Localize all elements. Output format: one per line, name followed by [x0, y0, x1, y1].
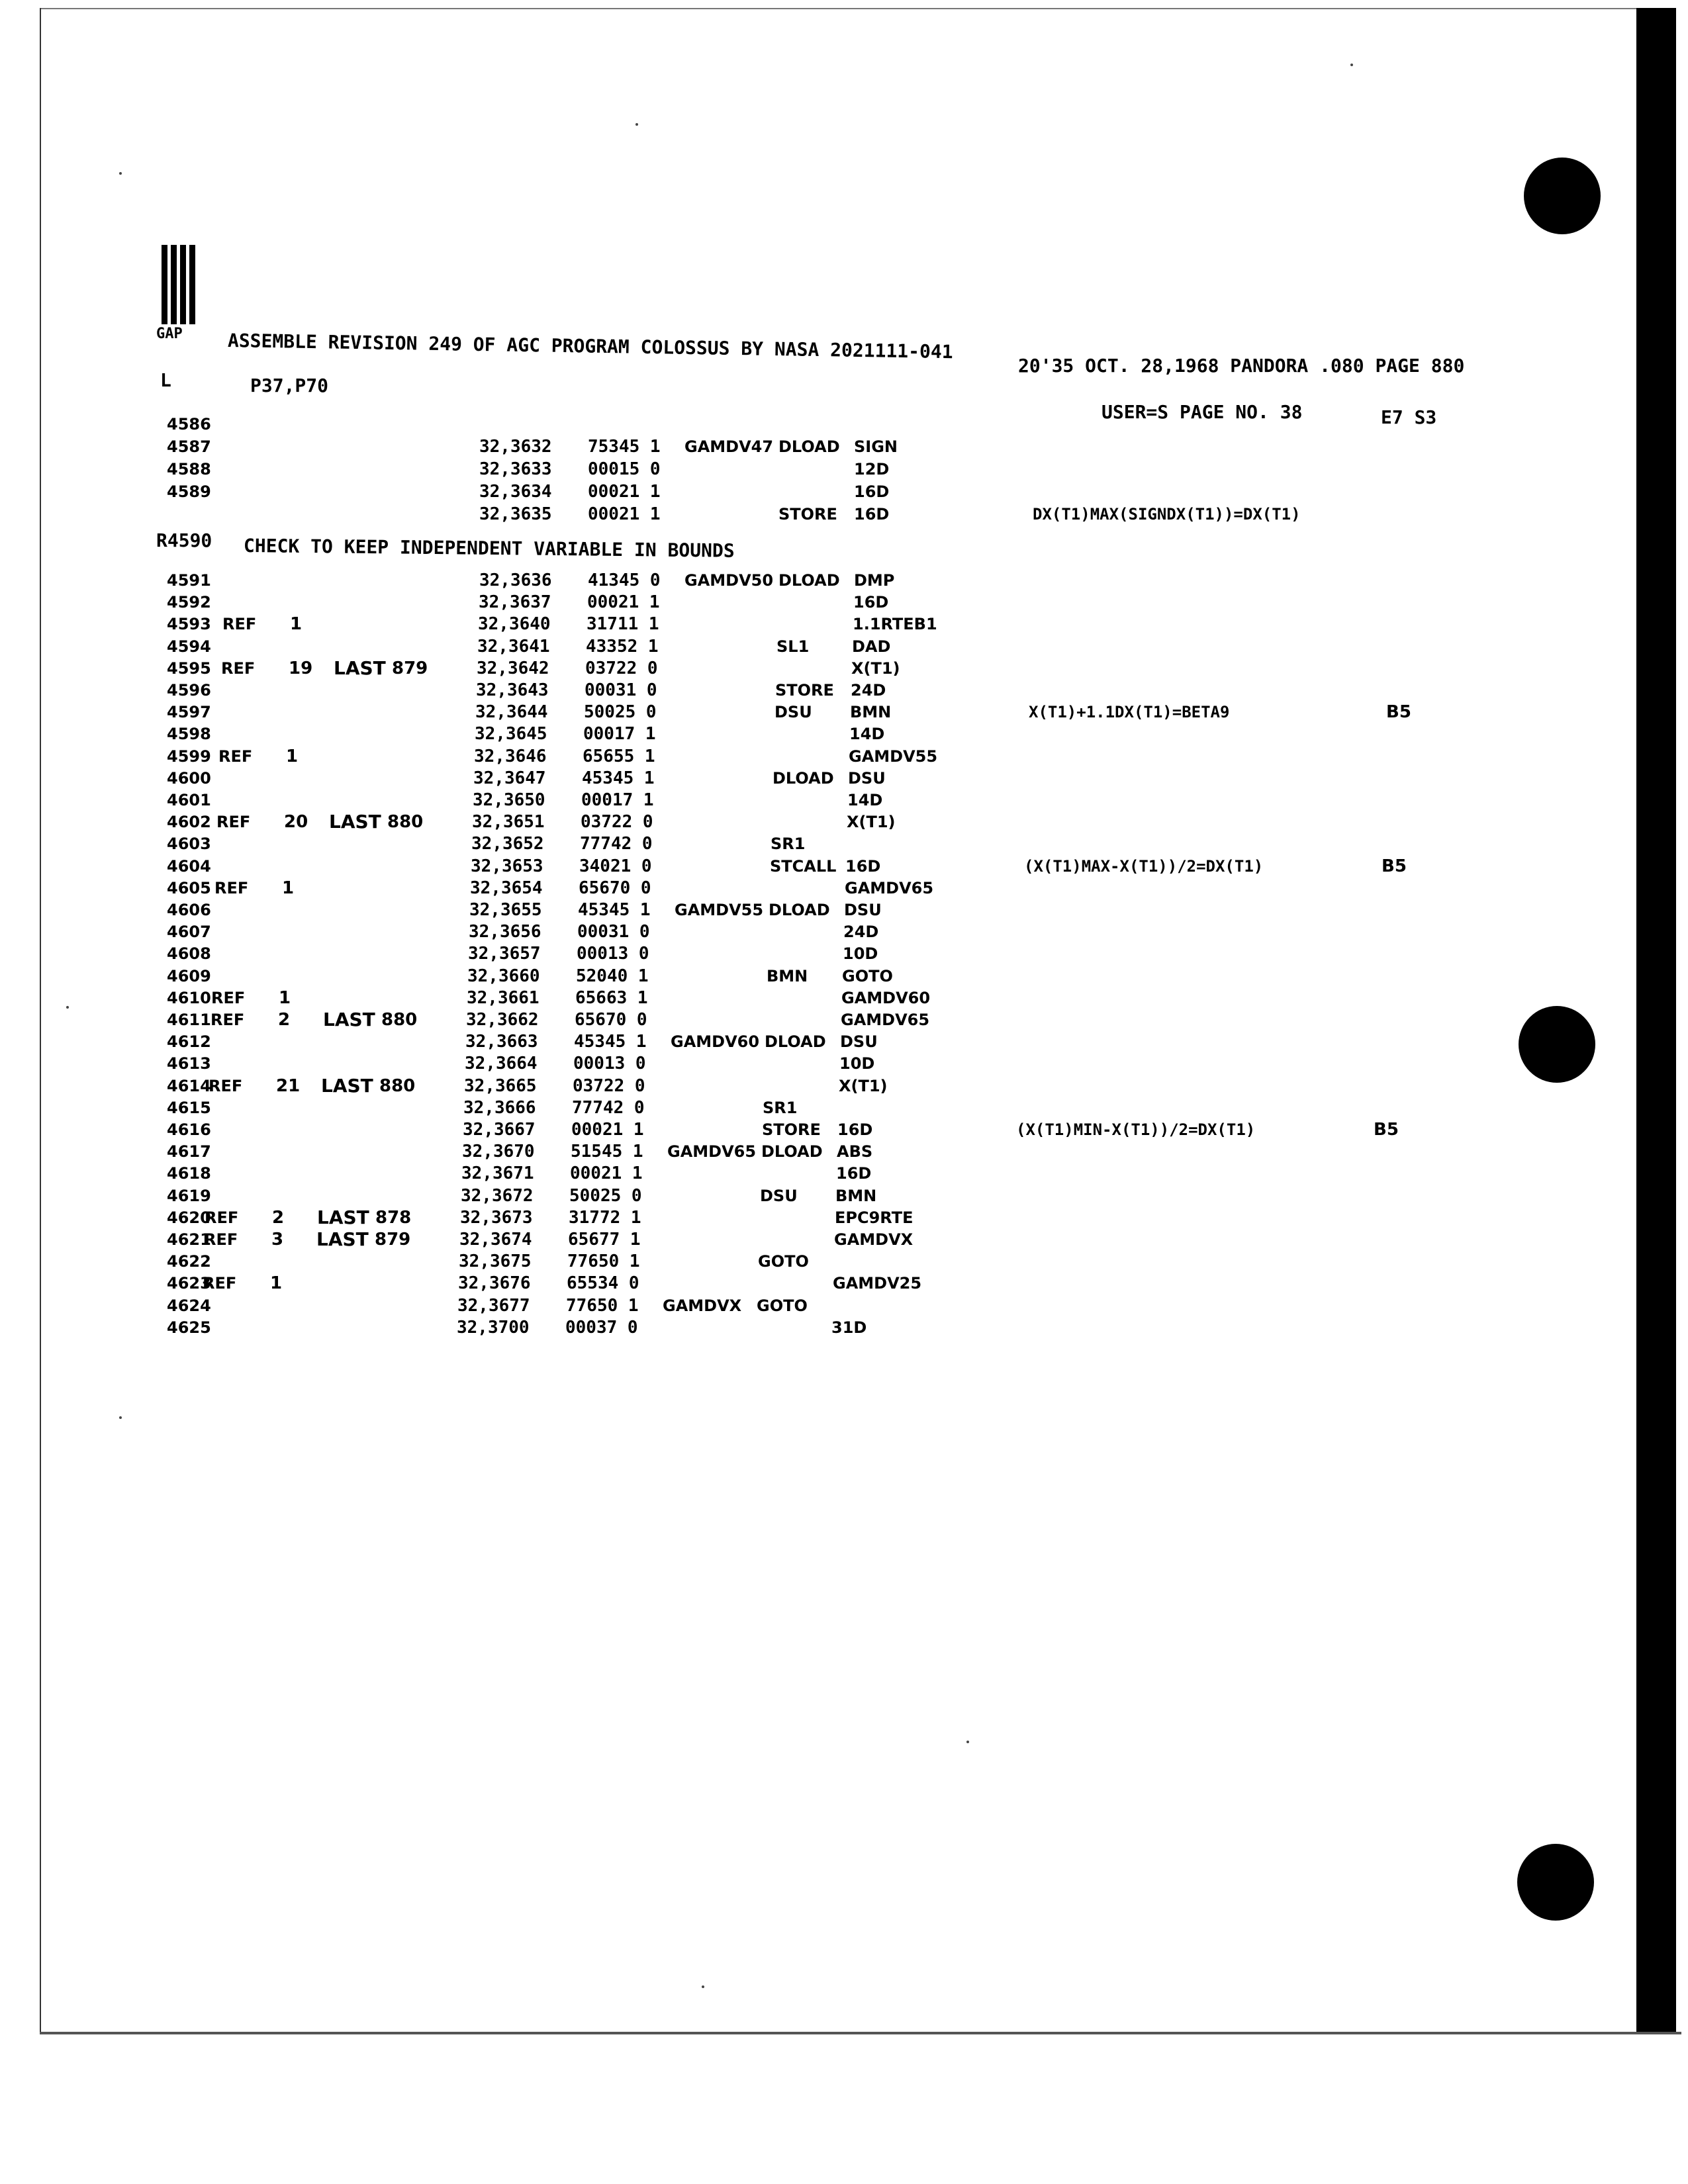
listing-operand: DSU — [840, 1032, 878, 1052]
listing-operand: DSU — [848, 768, 886, 788]
listing-operand: 24D — [851, 681, 886, 700]
listing-last: LAST — [323, 1009, 375, 1030]
listing-operand: ABS — [837, 1142, 873, 1161]
listing-addr: 32,3656 — [469, 922, 541, 942]
listing-addr: 32,3647 — [473, 768, 546, 788]
right-edge-band — [1636, 8, 1676, 2033]
listing-word: 31711 1 — [586, 614, 659, 635]
listing-addr: 32,3663 — [465, 1032, 538, 1052]
listing-label: GAMDV65 — [667, 1142, 757, 1161]
listing-op: BMN — [767, 966, 808, 985]
listing-operand: 16D — [836, 1164, 872, 1183]
listing-addr: 32,3673 — [460, 1207, 533, 1228]
listing-last: LAST — [334, 657, 386, 679]
listing-lastn: 879 — [375, 1230, 411, 1250]
listing-word: 00013 0 — [573, 1054, 646, 1074]
listing-word: 00021 1 — [587, 592, 660, 613]
listing-op: SR1 — [771, 835, 806, 854]
listing-word: 03722 0 — [581, 812, 653, 833]
listing-operand: 14D — [849, 725, 885, 744]
top-border — [41, 8, 1643, 9]
listing-ref: REF — [209, 1076, 243, 1095]
listing-op: DLOAD — [778, 571, 840, 590]
listing-addr: 32,3642 — [477, 658, 549, 678]
listing-operand: BMN — [835, 1186, 877, 1205]
listing-word: 77650 1 — [567, 1251, 640, 1272]
listing-line: 4589 — [167, 482, 211, 501]
listing-line: 4593 — [167, 615, 211, 634]
listing-operand: 16D — [854, 505, 890, 523]
listing-refn: 2 — [278, 1010, 291, 1030]
listing-addr: 32,3650 — [473, 790, 545, 810]
listing-addr: 32,3651 — [472, 812, 545, 833]
listing-line: 4586 — [167, 415, 211, 433]
punch-hole-bottom — [1517, 1844, 1594, 1921]
comment-line-label: R4590 — [156, 529, 212, 551]
listing-refn: 1 — [279, 987, 291, 1008]
listing-addr: 32,3671 — [461, 1163, 534, 1184]
listing-word: 65677 1 — [568, 1230, 641, 1250]
listing-line: 4610 — [167, 988, 211, 1007]
listing-note: (X(T1)MIN-X(T1))/2=DX(T1) — [1016, 1120, 1256, 1139]
listing-refn: 2 — [272, 1207, 285, 1228]
listing-addr: 32,3670 — [462, 1142, 535, 1162]
listing-line: 4600 — [167, 768, 211, 788]
listing-line: 4595 — [167, 659, 211, 678]
listing-line: 4620 — [167, 1208, 211, 1227]
listing-line: 4594 — [167, 637, 211, 656]
listing-line: 4592 — [167, 593, 211, 612]
listing-line: 4587 — [167, 437, 211, 456]
listing-word: 00021 1 — [588, 504, 661, 524]
listing-word: 52040 1 — [576, 966, 649, 986]
listing-line: 4619 — [167, 1186, 211, 1205]
listing-line: 4599 — [167, 747, 211, 766]
listing-operand: 16D — [853, 593, 889, 612]
listing-word: 00017 1 — [581, 790, 654, 810]
listing-lastn: 879 — [392, 658, 428, 678]
listing-note: (X(T1)MAX-X(T1))/2=DX(T1) — [1024, 856, 1264, 876]
listing-refn: 1 — [290, 614, 303, 635]
listing-word: 00021 1 — [588, 482, 661, 502]
listing-label: GAMDV50 — [684, 571, 774, 590]
listing-note: X(T1)+1.1DX(T1)=BETA9 — [1029, 703, 1230, 722]
listing-tag: B5 — [1374, 1120, 1399, 1140]
listing-operand: 16D — [854, 482, 890, 501]
listing-label: GAMDVX — [663, 1296, 742, 1315]
listing-ref: REF — [211, 1011, 245, 1029]
listing-addr: 32,3654 — [470, 878, 543, 898]
listing-addr: 32,3643 — [476, 680, 549, 700]
listing-operand: X(T1) — [847, 813, 896, 832]
listing-last: LAST — [316, 1228, 369, 1250]
listing-word: 00013 0 — [577, 944, 649, 964]
header-marker: L — [160, 369, 171, 391]
comment-line-text: CHECK TO KEEP INDEPENDENT VARIABLE IN BOUNDS — [243, 535, 735, 562]
listing-line: 4604 — [167, 856, 211, 876]
listing-word: 00031 0 — [585, 680, 657, 700]
listing-label: GAMDV60 — [671, 1032, 760, 1052]
listing-operand: 31D — [831, 1318, 867, 1337]
listing-word: 65534 0 — [567, 1273, 639, 1294]
listing-addr: 32,3635 — [479, 504, 552, 524]
listing-ref: REF — [222, 615, 257, 634]
listing-line: 4621 — [167, 1230, 211, 1249]
listing-line: 4616 — [167, 1120, 211, 1139]
listing-line: 4601 — [167, 791, 211, 809]
header-date-page: 20'35 OCT. 28,1968 PANDORA .080 PAGE 880 — [1018, 355, 1465, 377]
listing-ref: REF — [203, 1274, 237, 1293]
listing-addr: 32,3662 — [466, 1010, 539, 1030]
listing-refn: 1 — [286, 746, 299, 766]
listing-word: 00017 1 — [583, 724, 656, 745]
listing-word: 45345 1 — [574, 1032, 647, 1052]
listing-op: STORE — [778, 505, 837, 523]
listing-addr: 32,3700 — [457, 1317, 530, 1338]
listing-addr: 32,3677 — [457, 1295, 530, 1316]
left-border — [40, 8, 41, 2033]
listing-line: 4605 — [167, 878, 211, 897]
listing-addr: 32,3655 — [469, 900, 542, 920]
listing-operand: X(T1) — [839, 1076, 888, 1095]
listing-word: 45345 1 — [578, 900, 651, 920]
listing-op: STORE — [775, 681, 834, 700]
listing-addr: 32,3637 — [479, 592, 551, 613]
listing-operand: DAD — [852, 637, 891, 656]
listing-last: LAST — [317, 1206, 369, 1228]
listing-operand: 10D — [839, 1054, 875, 1073]
listing-line: 4613 — [167, 1054, 211, 1073]
listing-ref: REF — [211, 988, 246, 1007]
listing-refn: 19 — [289, 658, 313, 678]
listing-op: GOTO — [758, 1252, 809, 1271]
listing-word: 50025 0 — [584, 702, 657, 723]
listing-operand: DSU — [844, 901, 882, 919]
listing-ref: REF — [221, 659, 256, 678]
listing-operand: SIGN — [854, 437, 898, 456]
listing-op: DLOAD — [769, 901, 830, 919]
listing-addr: 32,3657 — [468, 944, 541, 964]
listing-line: 4622 — [167, 1252, 211, 1271]
listing-addr: 32,3676 — [458, 1273, 531, 1294]
listing-addr: 32,3641 — [477, 636, 550, 657]
header-user-page: USER=S PAGE NO. 38 — [1102, 401, 1303, 423]
listing-operand: GAMDV25 — [833, 1274, 922, 1293]
header-code: E7 S3 — [1381, 406, 1437, 428]
listing-op: GOTO — [757, 1296, 808, 1315]
listing-operand: 16D — [845, 856, 881, 876]
listing-operand: GAMDV65 — [845, 878, 934, 897]
listing-op: STORE — [762, 1120, 821, 1139]
listing-word: 00037 0 — [565, 1317, 638, 1338]
bottom-border — [40, 2032, 1681, 2034]
listing-operand: GOTO — [842, 966, 893, 985]
listing-word: 00015 0 — [588, 459, 661, 479]
listing-word: 77650 1 — [566, 1295, 639, 1316]
listing-op: DSU — [760, 1186, 798, 1205]
listing-operand: GAMDV65 — [841, 1011, 930, 1029]
listing-addr: 32,3653 — [471, 856, 543, 876]
listing-word: 45345 1 — [582, 768, 655, 788]
listing-ref: REF — [218, 747, 253, 766]
listing-addr: 32,3667 — [463, 1120, 536, 1140]
listing-line: 4611 — [167, 1011, 211, 1029]
listing-lastn: 880 — [381, 1010, 418, 1030]
listing-addr: 32,3632 — [479, 437, 552, 457]
listing-word: 34021 0 — [579, 856, 652, 876]
listing-ref: REF — [214, 878, 249, 897]
listing-addr: 32,3675 — [459, 1251, 532, 1272]
listing-operand: EPC9RTE — [835, 1208, 914, 1227]
listing-addr: 32,3672 — [461, 1185, 534, 1206]
listing-line: 4607 — [167, 923, 211, 942]
listing-operand: 16D — [837, 1120, 873, 1139]
listing-addr: 32,3645 — [475, 724, 547, 745]
listing-line: 4602 — [167, 813, 211, 832]
header-program: P37,P70 — [250, 375, 329, 396]
listing-word: 51545 1 — [571, 1142, 643, 1162]
listing-lastn: 880 — [387, 812, 424, 833]
listing-word: 65670 0 — [575, 1010, 647, 1030]
listing-addr: 32,3633 — [479, 459, 552, 479]
header-stamp: GAP — [156, 326, 183, 342]
listing-line: 4606 — [167, 901, 211, 919]
listing-word: 43352 1 — [586, 636, 659, 657]
listing-refn: 3 — [271, 1230, 284, 1250]
listing-line: 4598 — [167, 725, 211, 744]
listing-refn: 1 — [270, 1273, 283, 1294]
listing-operand: BMN — [850, 703, 892, 722]
listing-addr: 32,3636 — [479, 570, 552, 590]
listing-addr: 32,3664 — [465, 1054, 538, 1074]
listing-addr: 32,3640 — [478, 614, 551, 635]
listing-line: 4588 — [167, 460, 211, 478]
listing-op: DLOAD — [761, 1142, 823, 1161]
listing-line: 4603 — [167, 835, 211, 854]
listing-line: 4591 — [167, 571, 211, 590]
listing-line: 4617 — [167, 1142, 211, 1161]
listing-word: 03722 0 — [585, 658, 658, 678]
listing-addr: 32,3646 — [474, 746, 547, 766]
listing-op: DSU — [774, 703, 812, 722]
listing-word: 77742 0 — [580, 834, 653, 854]
listing-operand: 14D — [847, 791, 883, 809]
listing-word: 00021 1 — [570, 1163, 643, 1184]
punch-hole-top — [1524, 158, 1601, 234]
listing-word: 00021 1 — [571, 1120, 644, 1140]
listing-word: 75345 1 — [588, 437, 661, 457]
listing-lastn: 880 — [379, 1075, 416, 1096]
listing-refn: 1 — [282, 878, 295, 898]
listing-addr: 32,3660 — [467, 966, 540, 986]
listing-line: 4615 — [167, 1098, 211, 1117]
header-title: ASSEMBLE REVISION 249 OF AGC PROGRAM COLOSSUS BY NASA 2021111-041 — [227, 330, 953, 363]
listing-operand: DMP — [854, 571, 895, 590]
listing-addr: 32,3634 — [479, 482, 552, 502]
listing-operand: GAMDV60 — [841, 988, 931, 1007]
listing-word: 50025 0 — [569, 1185, 642, 1206]
listing-ref: REF — [216, 813, 251, 832]
listing-addr: 32,3644 — [475, 702, 548, 723]
listing-last: LAST — [321, 1074, 373, 1097]
listing-word: 03722 0 — [573, 1075, 645, 1096]
listing-label: GAMDV55 — [675, 901, 764, 919]
listing-op: DLOAD — [765, 1032, 826, 1052]
listing-word: 65663 1 — [575, 987, 648, 1008]
listing-line: 4623 — [167, 1274, 211, 1293]
punch-hole-middle — [1519, 1006, 1595, 1083]
listing-ref: REF — [204, 1230, 238, 1249]
listing-operand: X(T1) — [851, 659, 900, 678]
listing-addr: 32,3661 — [467, 987, 539, 1008]
listing-addr: 32,3674 — [459, 1230, 532, 1250]
listing-tag: B5 — [1386, 702, 1411, 723]
listing-word: 65670 0 — [579, 878, 651, 898]
listing-lastn: 878 — [375, 1207, 412, 1228]
listing-line: 4612 — [167, 1032, 211, 1052]
listing-word: 00031 0 — [577, 922, 650, 942]
listing-op: STCALL — [770, 856, 837, 876]
listing-op: SL1 — [776, 637, 810, 656]
binder-marks — [159, 245, 205, 324]
listing-refn: 21 — [276, 1075, 301, 1096]
listing-line: 4614 — [167, 1076, 211, 1095]
listing-line: 4624 — [167, 1296, 211, 1315]
listing-line: 4596 — [167, 681, 211, 700]
listing-addr: 32,3666 — [463, 1097, 536, 1118]
listing-word: 77742 0 — [572, 1097, 645, 1118]
listing-operand: 12D — [854, 460, 890, 478]
listing-operand: GAMDVX — [834, 1230, 914, 1249]
listing-word: 41345 0 — [588, 570, 661, 590]
listing-line: 4625 — [167, 1318, 211, 1337]
listing-addr: 32,3652 — [471, 834, 544, 854]
listing-op: DLOAD — [778, 437, 840, 456]
listing-line: 4608 — [167, 944, 211, 964]
listing-word: 65655 1 — [583, 746, 655, 766]
listing-tag: B5 — [1382, 856, 1407, 876]
listing-word: 31772 1 — [569, 1207, 641, 1228]
listing-operand: 10D — [843, 944, 878, 964]
listing-op: DLOAD — [773, 768, 834, 788]
listing-line: 4597 — [167, 703, 211, 722]
listing-op: SR1 — [763, 1098, 798, 1117]
listing-line: 4618 — [167, 1164, 211, 1183]
listing-line: 4609 — [167, 966, 211, 985]
listing-operand: 24D — [843, 923, 879, 942]
listing-operand: GAMDV55 — [849, 747, 938, 766]
listing-operand: 1.1RTEB1 — [853, 615, 937, 634]
listing-last: LAST — [329, 811, 381, 833]
listing-note: DX(T1)MAX(SIGNDX(T1))=DX(T1) — [1033, 505, 1301, 523]
listing-label: GAMDV47 — [684, 437, 774, 456]
listing-refn: 20 — [284, 812, 308, 833]
listing-addr: 32,3665 — [464, 1075, 537, 1096]
listing-ref: REF — [205, 1208, 239, 1227]
